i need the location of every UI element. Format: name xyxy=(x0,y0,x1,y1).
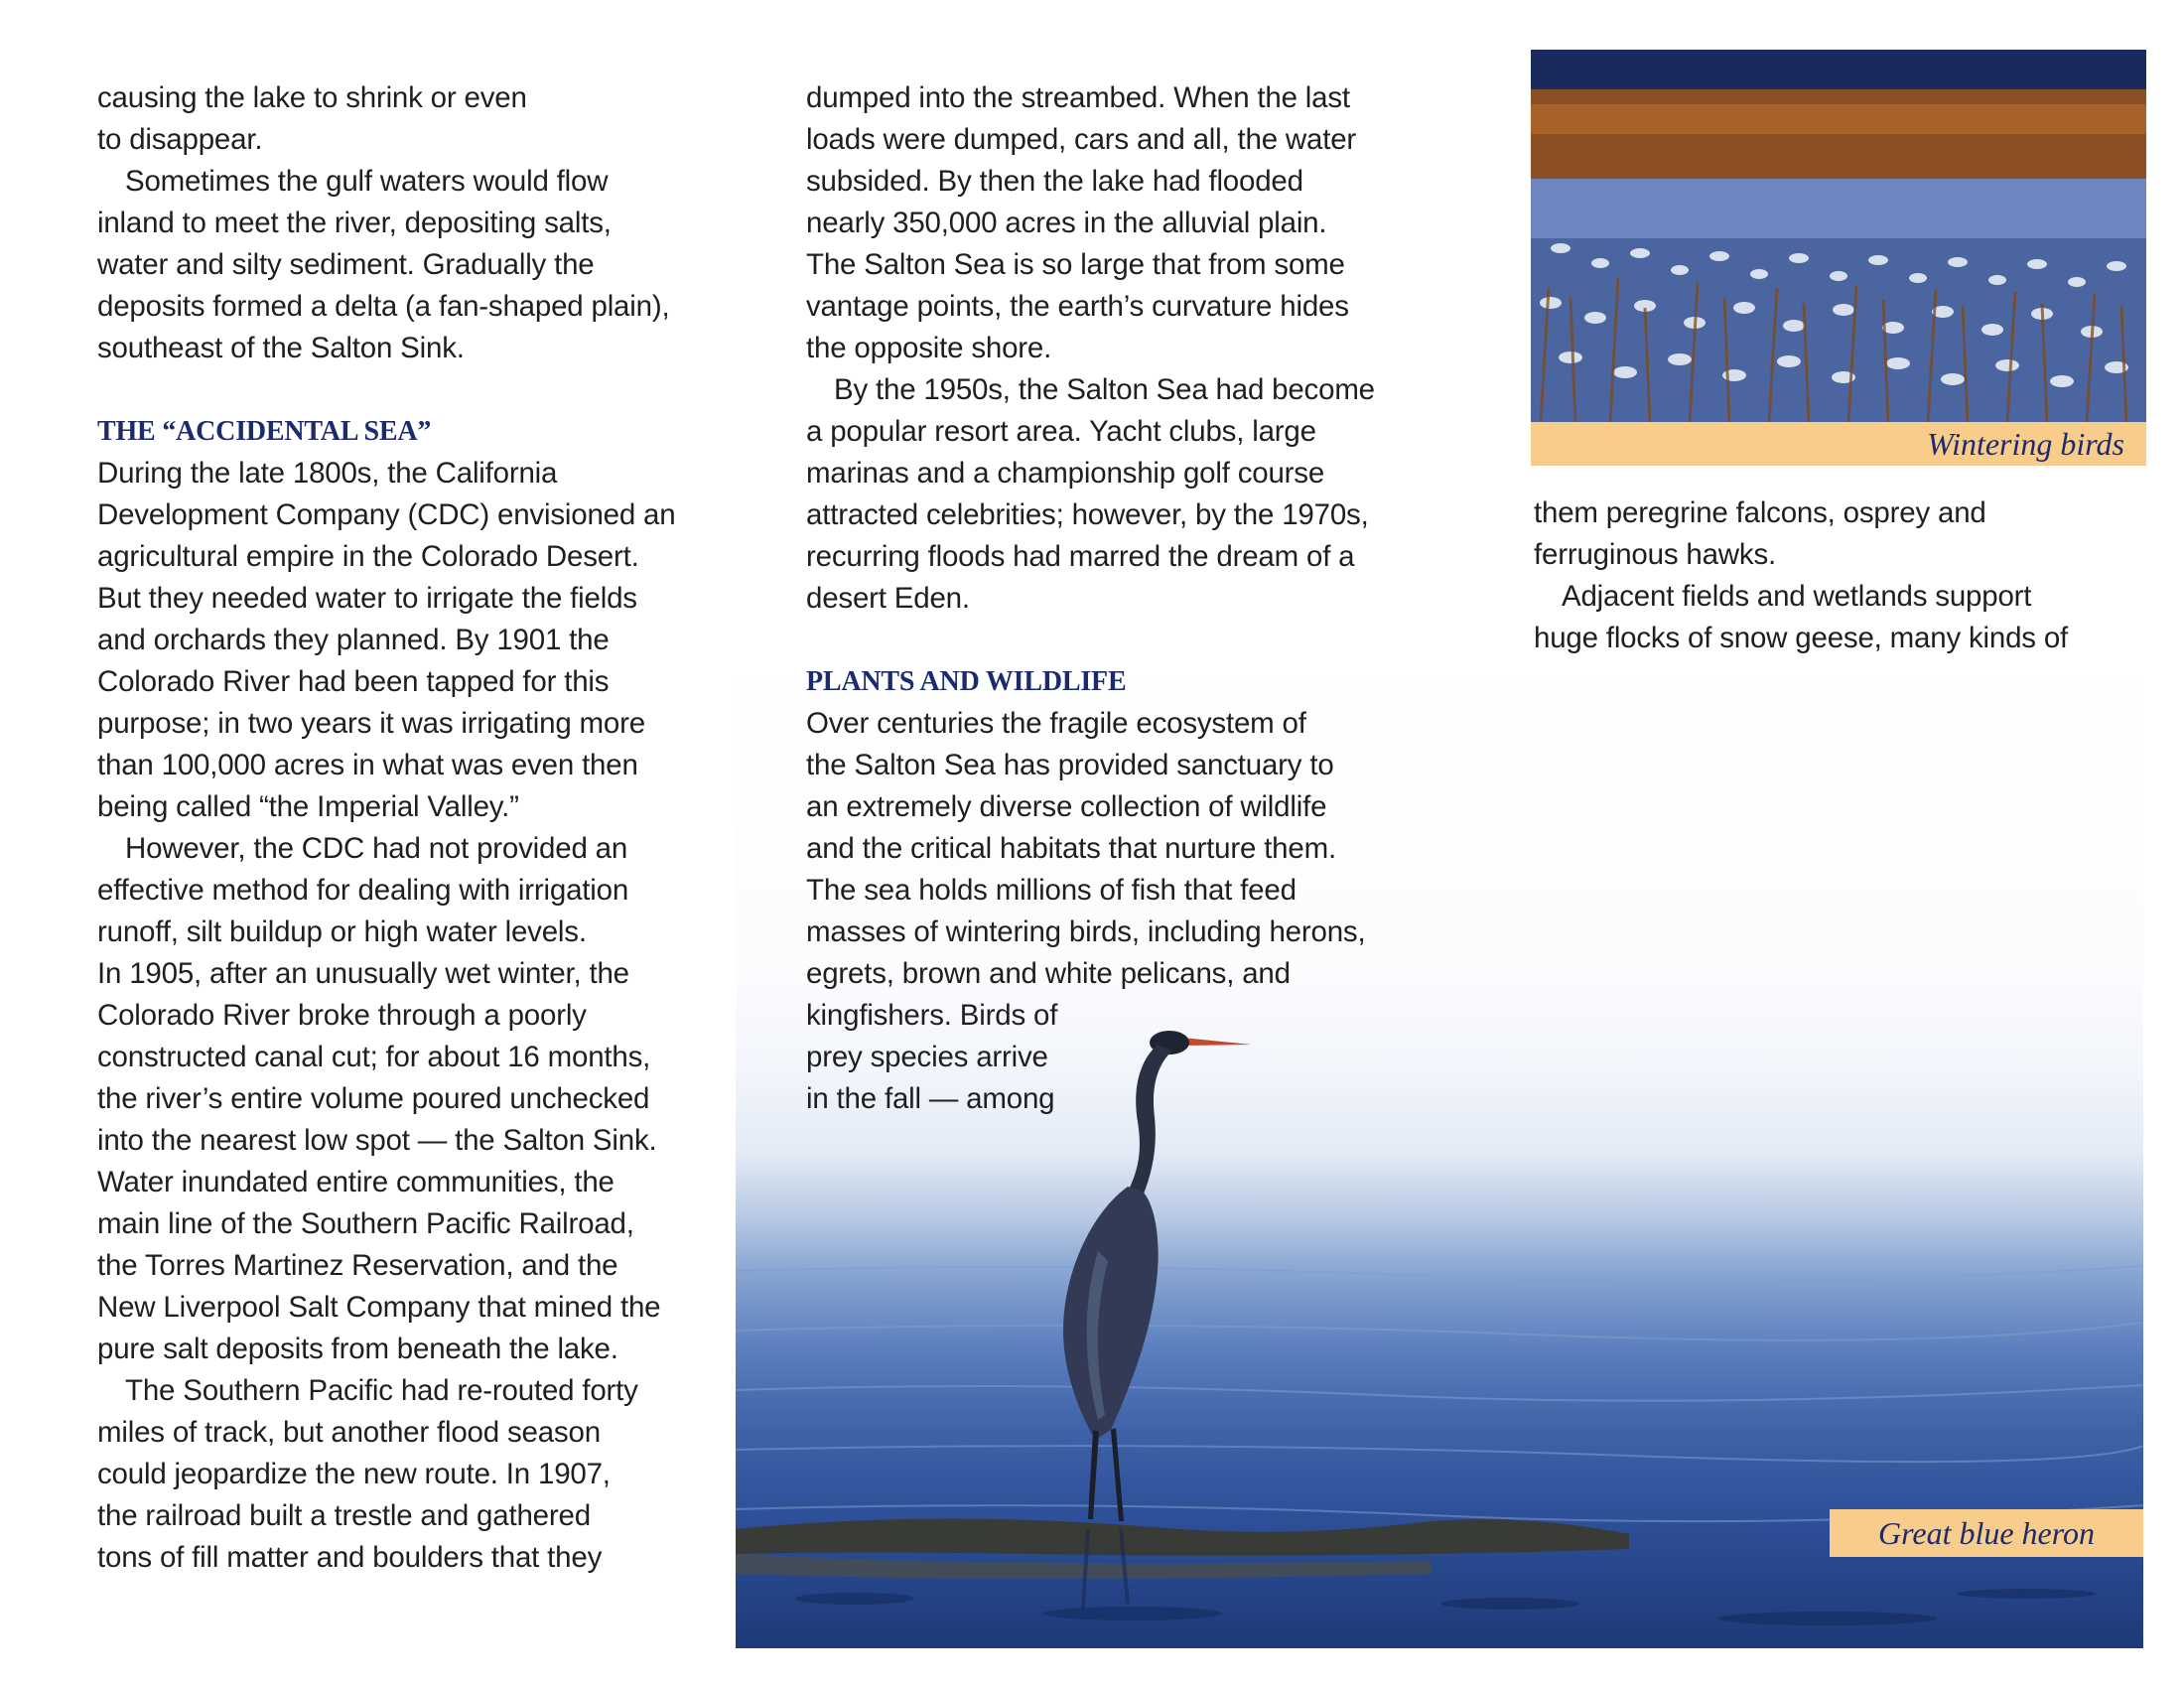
text-line: effective method for dealing with irrigation xyxy=(97,874,629,907)
paragraph xyxy=(1534,492,2169,576)
text-line: constructed canal cut; for about 16 months, xyxy=(97,1041,651,1073)
paragraph xyxy=(97,161,733,369)
text-line: a popular resort area. Yacht clubs, large xyxy=(806,415,1316,448)
paragraph xyxy=(806,703,1441,1120)
text-line: Adjacent fields and wetlands support xyxy=(1562,580,2032,613)
wintering-birds-caption: Wintering birds xyxy=(1531,422,2146,466)
text-line: Colorado River had been tapped for this xyxy=(97,665,610,698)
text-line: the river’s entire volume poured unchecked xyxy=(97,1082,650,1115)
text-line: an extremely diverse collection of wildlife xyxy=(806,790,1327,823)
text-line: the railroad built a trestle and gathered xyxy=(97,1499,591,1532)
paragraph xyxy=(97,453,733,828)
text-line: huge flocks of snow geese, many kinds of xyxy=(1534,622,2069,654)
text-line: marinas and a championship golf course xyxy=(806,457,1325,490)
text-line: attracted celebrities; however, by the 1970s, xyxy=(806,498,1369,531)
text-line: The Salton Sea is so large that from some xyxy=(806,248,1345,281)
text-line: dumped into the streambed. When the last xyxy=(806,81,1350,114)
text-line: masses of wintering birds, including herons, xyxy=(806,915,1366,948)
section-heading-plants-wildlife: PLANTS AND WILDLIFE xyxy=(806,666,1127,697)
text-line: ferruginous hawks. xyxy=(1534,538,1776,571)
text-line: recurring floods had marred the dream of a xyxy=(806,540,1355,573)
text-line: southeast of the Salton Sink. xyxy=(97,332,465,364)
text-line: Water inundated entire communities, the xyxy=(97,1166,614,1198)
text-line: to disappear. xyxy=(97,123,263,156)
text-line: desert Eden. xyxy=(806,582,970,615)
text-line: and orchards they planned. By 1901 the xyxy=(97,624,610,656)
text-line: But they needed water to irrigate the fields xyxy=(97,582,637,615)
text-line: and the critical habitats that nurture them. xyxy=(806,832,1336,865)
text-line: them peregrine falcons, osprey and xyxy=(1534,496,1986,529)
wintering-birds-photo xyxy=(1531,50,2146,422)
text-line: nearly 350,000 acres in the alluvial plain. xyxy=(806,207,1327,239)
text-line: Development Company (CDC) envisioned an xyxy=(97,498,676,531)
text-line: runoff, silt buildup or high water levels. xyxy=(97,915,587,948)
text-line: causing the lake to shrink or even xyxy=(97,81,527,114)
paragraph xyxy=(97,1370,733,1579)
text-line: subsided. By then the lake had flooded xyxy=(806,165,1303,198)
text-line: the opposite shore. xyxy=(806,332,1052,364)
text-line: New Liverpool Salt Company that mined the xyxy=(97,1291,661,1324)
text-line: The Southern Pacific had re-routed forty xyxy=(125,1374,638,1407)
great-blue-heron-caption: Great blue heron xyxy=(1830,1509,2143,1557)
text-column-1 xyxy=(97,77,733,1579)
paragraph xyxy=(97,77,733,161)
text-line: being called “the Imperial Valley.” xyxy=(97,790,519,823)
text-line: prey species arrive xyxy=(806,1041,1048,1073)
text-line: miles of track, but another flood season xyxy=(97,1416,601,1449)
text-line: In 1905, after an unusually wet winter, the xyxy=(97,957,629,990)
text-line: loads were dumped, cars and all, the water xyxy=(806,123,1357,156)
birds-illustration xyxy=(1531,50,2146,422)
text-line: in the fall — among xyxy=(806,1082,1055,1115)
text-line: Over centuries the fragile ecosystem of xyxy=(806,707,1306,740)
text-line: into the nearest low spot — the Salton Sink. xyxy=(97,1124,657,1157)
text-line: the Torres Martinez Reservation, and the xyxy=(97,1249,618,1282)
text-line: The sea holds millions of fish that feed xyxy=(806,874,1297,907)
text-line: egrets, brown and white pelicans, and xyxy=(806,957,1291,990)
text-line: could jeopardize the new route. In 1907, xyxy=(97,1458,611,1490)
text-column-2 xyxy=(806,77,1441,1120)
text-line: than 100,000 acres in what was even then xyxy=(97,749,638,781)
text-line: Colorado River broke through a poorly xyxy=(97,999,587,1032)
text-line: main line of the Southern Pacific Railroad, xyxy=(97,1207,634,1240)
text-line: During the late 1800s, the California xyxy=(97,457,558,490)
paragraph xyxy=(806,77,1441,369)
text-line: the Salton Sea has provided sanctuary to xyxy=(806,749,1334,781)
text-line: deposits formed a delta (a fan-shaped plain), xyxy=(97,290,670,323)
text-line: vantage points, the earth’s curvature hides xyxy=(806,290,1349,323)
text-line: tons of fill matter and boulders that they xyxy=(97,1541,603,1574)
section-heading-accidental-sea: THE “ACCIDENTAL SEA” xyxy=(97,416,432,447)
text-line: Sometimes the gulf waters would flow xyxy=(125,165,609,198)
text-line: water and silty sediment. Gradually the xyxy=(97,248,595,281)
text-line: kingfishers. Birds of xyxy=(806,999,1058,1032)
text-line: However, the CDC had not provided an xyxy=(125,832,628,865)
text-line: purpose; in two years it was irrigating more xyxy=(97,707,645,740)
text-line: pure salt deposits from beneath the lake. xyxy=(97,1333,618,1365)
paragraph xyxy=(806,369,1441,620)
text-line: agricultural empire in the Colorado Desert. xyxy=(97,540,639,573)
text-line: inland to meet the river, depositing salts, xyxy=(97,207,612,239)
paragraph xyxy=(97,828,733,1370)
text-line: By the 1950s, the Salton Sea had become xyxy=(834,373,1375,406)
